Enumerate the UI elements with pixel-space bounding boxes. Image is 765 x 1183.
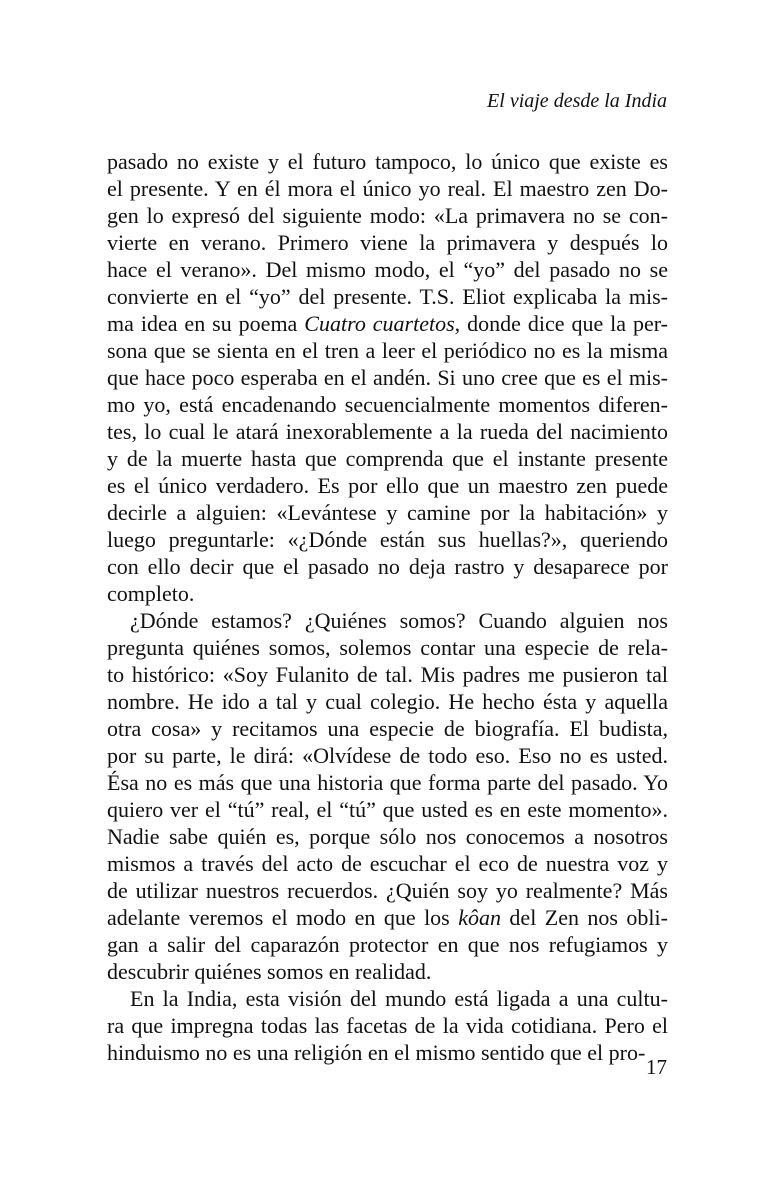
text-segment: hinduismo no es una religión en el mismo sentido que el pro- xyxy=(107,1040,646,1065)
text-line xyxy=(107,418,668,445)
running-head: El viaje desde la India xyxy=(487,90,667,112)
paragraph xyxy=(107,607,668,985)
text-segment: ma idea en su poema xyxy=(107,311,305,336)
page-number: 17 xyxy=(646,1055,667,1079)
text-segment: por su parte, le dirá: «Olvídese de todo eso. Eso no es usted. xyxy=(107,743,668,768)
body-text xyxy=(107,148,668,1066)
text-segment: nombre. He ido a tal y cual colegio. He hecho ésta y aquella xyxy=(107,689,668,714)
text-segment: gen lo expresó del siguiente modo: «La primavera no se con- xyxy=(107,203,668,228)
text-line xyxy=(107,310,668,337)
text-line xyxy=(107,931,668,958)
text-segment: pregunta quiénes somos, solemos contar una especie de rela- xyxy=(107,635,668,660)
text-line xyxy=(107,661,668,688)
text-line xyxy=(107,904,668,931)
text-line xyxy=(107,634,668,661)
text-line xyxy=(107,472,668,499)
text-line xyxy=(107,850,668,877)
paragraph xyxy=(107,985,668,1066)
text-segment: mismos a través del acto de escuchar el eco de nuestra voz y xyxy=(107,851,668,876)
text-line xyxy=(107,148,668,175)
text-line xyxy=(107,688,668,715)
paragraph xyxy=(107,148,668,607)
text-segment: Ésa no es más que una historia que forma parte del pasado. Yo xyxy=(107,770,668,795)
text-line xyxy=(107,607,668,634)
italic-title: kôan xyxy=(458,905,501,930)
text-segment: adelante veremos el modo en que los xyxy=(107,905,459,930)
text-line xyxy=(107,742,668,769)
text-line xyxy=(107,526,668,553)
text-segment: es el único verdadero. Es por ello que un maestro zen puede xyxy=(107,473,668,498)
text-segment: el presente. Y en él mora el único yo real. El maestro zen Do- xyxy=(107,176,668,201)
text-line xyxy=(107,337,668,364)
text-segment: ra que impregna todas las facetas de la vida cotidiana. Pero el xyxy=(107,1013,668,1038)
text-segment: completo. xyxy=(107,581,195,606)
text-segment: hace el verano». Del mismo modo, el “yo” del pasado no se xyxy=(107,257,668,282)
text-segment: quiero ver el “tú” real, el “tú” que usted es en este momento». xyxy=(107,797,668,822)
text-segment: gan a salir del caparazón protector en que nos refugiamos y xyxy=(107,932,668,957)
text-segment: decirle a alguien: «Levántese y camine por la habitación» y xyxy=(107,500,668,525)
text-segment: ¿Dónde estamos? ¿Quiénes somos? Cuando alguien nos xyxy=(130,608,668,633)
text-line xyxy=(107,580,668,607)
text-line xyxy=(107,958,668,985)
text-segment: sona que se sienta en el tren a leer el periódico no es la misma xyxy=(107,338,668,363)
text-line xyxy=(107,715,668,742)
text-segment: otra cosa» y recitamos una especie de biografía. El budista, xyxy=(107,716,668,741)
text-line xyxy=(107,229,668,256)
text-segment: Nadie sabe quién es, porque sólo nos conocemos a nosotros xyxy=(107,824,668,849)
text-line xyxy=(107,985,668,1012)
text-segment: En la India, esta visión del mundo está ligada a una cultu- xyxy=(130,986,668,1011)
text-segment: to histórico: «Soy Fulanito de tal. Mis padres me pusieron tal xyxy=(107,662,668,687)
italic-title: Cuatro cuartetos xyxy=(304,311,455,336)
text-line xyxy=(107,499,668,526)
text-line xyxy=(107,391,668,418)
text-line xyxy=(107,796,668,823)
text-line xyxy=(107,364,668,391)
text-segment: con ello decir que el pasado no deja rastro y desaparece por xyxy=(107,554,668,579)
text-segment: tes, lo cual le atará inexorablemente a la rueda del nacimiento xyxy=(107,419,668,444)
text-line xyxy=(107,553,668,580)
text-line xyxy=(107,769,668,796)
text-segment: pasado no existe y el futuro tampoco, lo único que existe es xyxy=(107,149,668,174)
text-line xyxy=(107,1012,668,1039)
text-segment: mo yo, está encadenando secuencialmente momentos diferen- xyxy=(107,392,668,417)
text-line xyxy=(107,877,668,904)
text-segment: y de la muerte hasta que comprenda que el instante presente xyxy=(107,446,668,471)
text-segment: luego preguntarle: «¿Dónde están sus huellas?», queriendo xyxy=(107,527,668,552)
text-segment: que hace poco esperaba en el andén. Si uno cree que es el mis- xyxy=(107,365,668,390)
text-segment: , donde dice que la per- xyxy=(454,311,668,336)
text-line xyxy=(107,1039,668,1066)
text-line xyxy=(107,175,668,202)
text-segment: de utilizar nuestros recuerdos. ¿Quién soy yo realmente? Más xyxy=(107,878,668,903)
text-segment: convierte en el “yo” del presente. T.S. Eliot explicaba la mis- xyxy=(107,284,668,309)
text-line xyxy=(107,202,668,229)
text-segment: vierte en verano. Primero viene la primavera y después lo xyxy=(107,230,668,255)
text-line xyxy=(107,283,668,310)
text-segment: descubrir quiénes somos en realidad. xyxy=(107,959,432,984)
text-segment: del Zen nos obli- xyxy=(500,905,668,930)
text-line xyxy=(107,445,668,472)
text-line xyxy=(107,823,668,850)
text-line xyxy=(107,256,668,283)
